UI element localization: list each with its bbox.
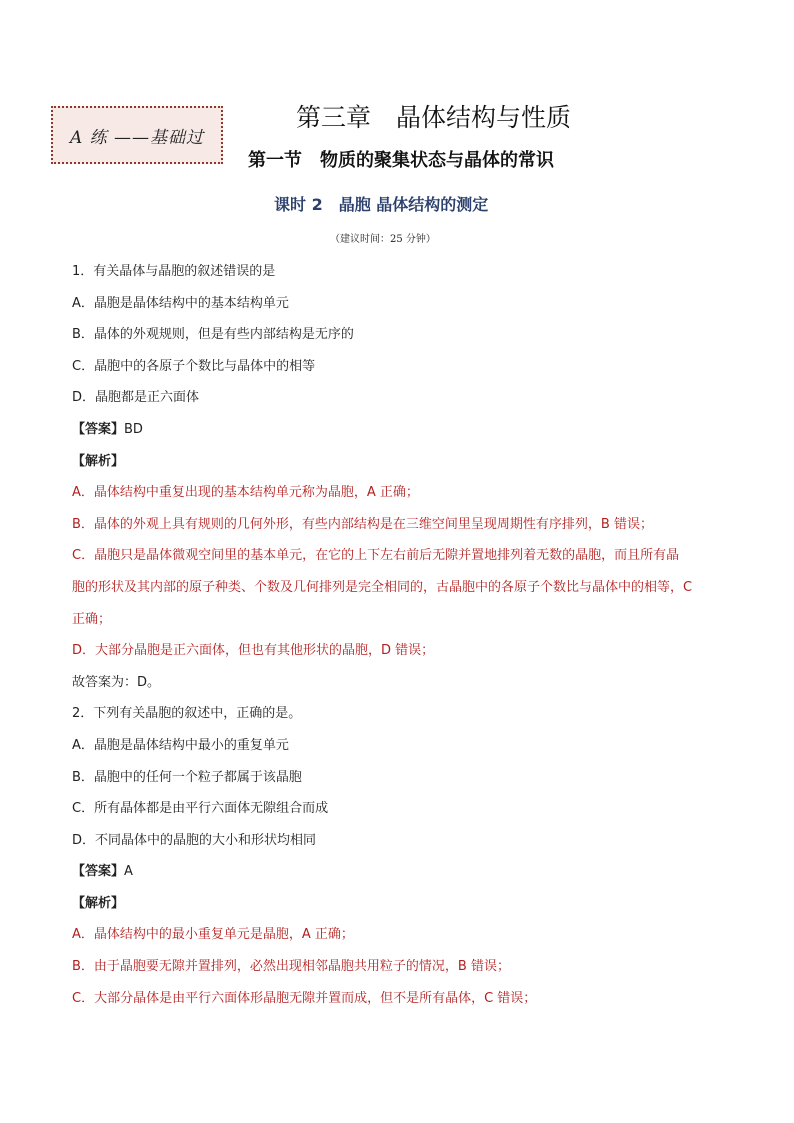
q1-option-c: C．晶胞中的各原子个数比与晶体中的相等 xyxy=(72,358,316,374)
q1-option-a: A．晶胞是晶体结构中的基本结构单元 xyxy=(72,295,289,311)
q1-analysis-b: B．晶体的外观上具有规则的几何外形，有些内部结构是在三维空间里呈现周期性有序排列，B 错误； xyxy=(72,516,653,532)
q1-analysis-c-3: 正确； xyxy=(72,611,112,627)
q2-answer-label: 【答案】 xyxy=(72,864,125,880)
q1-analysis-c-1: C．晶胞只是晶体微观空间里的基本单元，在它的上下左右前后无隙并置地排列着无数的晶胞，而且所有晶 xyxy=(72,548,680,564)
lesson-title: 课时 2 晶胞 晶体结构的测定 xyxy=(274,195,489,214)
q1-conclusion: 故答案为：D。 xyxy=(72,674,161,690)
q1-analysis-a: A．晶体结构中重复出现的基本结构单元称为晶胞，A 正确； xyxy=(72,485,419,501)
q1-analysis-d: D．大部分晶胞是正六面体，但也有其他形状的晶胞，D 错误； xyxy=(72,643,435,659)
q2-answer-value: A xyxy=(124,864,133,880)
q1-answer xyxy=(72,414,744,446)
q1-stem: 1．有关晶体与晶胞的叙述错误的是 xyxy=(72,264,276,279)
question-content xyxy=(72,256,744,1014)
q1-analysis-c-2: 胞的形状及其内部的原子种类、个数及几何排列是完全相同的，古晶胞中的各原子个数比与晶体中的相等，C xyxy=(72,579,693,595)
section-title: 第一节 物质的聚集状态与晶体的常识 xyxy=(248,150,554,171)
time-note: （建议时间：25 分钟） xyxy=(330,234,436,245)
q2-option-d: D．不同晶体中的晶胞的大小和形状均相同 xyxy=(72,832,317,848)
q2-option-a: A．晶胞是晶体结构中最小的重复单元 xyxy=(72,737,289,753)
q1-analysis-label: 【解析】 xyxy=(72,453,125,469)
q2-analysis-c: C．大部分晶体是由平行六面体形晶胞无隙并置而成，但不是所有晶体，C 错误； xyxy=(72,990,537,1006)
q2-analysis-label: 【解析】 xyxy=(72,895,125,911)
q2-option-b: B．晶胞中的任何一个粒子都属于该晶胞 xyxy=(72,769,302,785)
q1-option-d: D．晶胞都是正六面体 xyxy=(72,390,200,406)
badge-label: A 练 ——基础过 xyxy=(69,127,205,148)
q2-analysis-a: A．晶体结构中的最小重复单元是晶胞，A 正确； xyxy=(72,927,354,943)
q1-answer-value: BD xyxy=(124,421,143,437)
q1-answer-label: 【答案】 xyxy=(72,421,125,437)
chapter-title: 第三章 晶体结构与性质 xyxy=(296,103,572,132)
q2-option-c: C．所有晶体都是由平行六面体无隙组合而成 xyxy=(72,801,329,817)
q2-answer xyxy=(72,856,744,888)
q1-option-b: B．晶体的外观规则，但是有些内部结构是无序的 xyxy=(72,327,354,343)
q2-stem: 2．下列有关晶胞的叙述中，正确的是。 xyxy=(72,706,302,722)
section-badge xyxy=(51,106,223,164)
q2-analysis-b: B．由于晶胞要无隙并置排列，必然出现相邻晶胞共用粒子的情况，B 错误； xyxy=(72,959,510,975)
